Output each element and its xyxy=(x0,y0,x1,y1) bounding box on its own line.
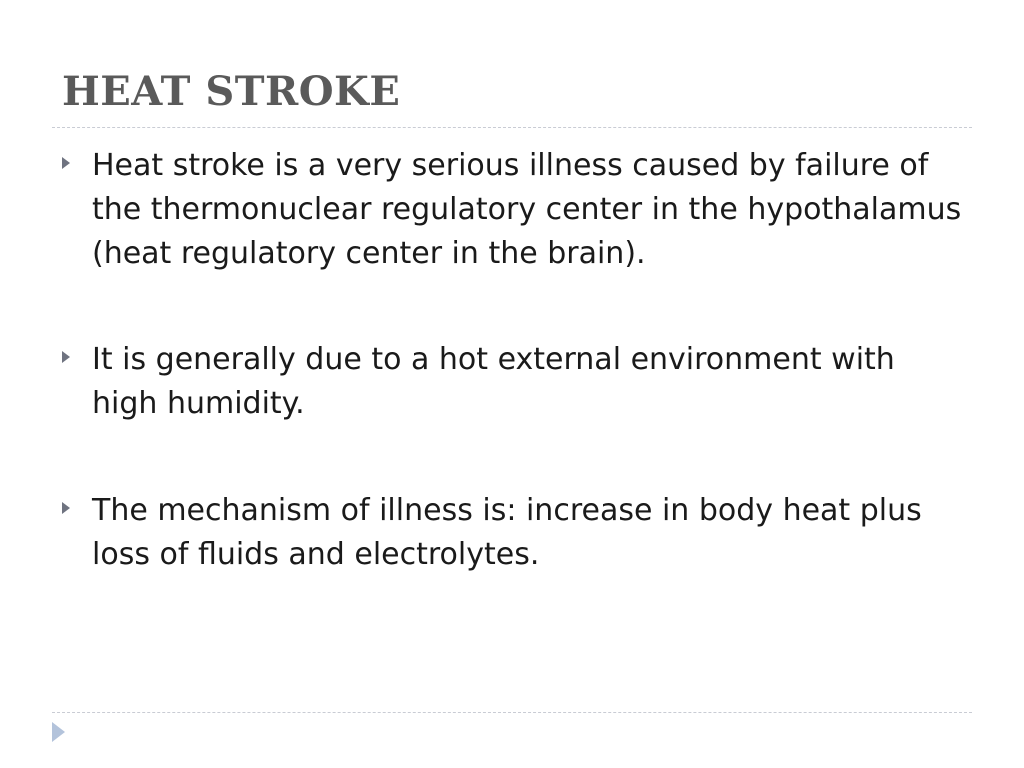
bullet-text: It is generally due to a hot external environment with high humidity. xyxy=(92,342,895,421)
triangle-bullet-icon xyxy=(62,502,70,514)
bullet-text: The mechanism of illness is: increase in body heat plus loss of fluids and electrolytes. xyxy=(92,493,922,572)
triangle-bullet-icon xyxy=(62,157,70,169)
triangle-bullet-icon xyxy=(62,351,70,363)
bullet-text: Heat stroke is a very serious illness caused by failure of the thermonuclear regulatory center in the hypothalamus (heat regulatory center in the brain). xyxy=(92,148,962,271)
title-divider xyxy=(52,127,972,128)
footer-divider xyxy=(52,712,972,713)
next-slide-arrow-icon[interactable] xyxy=(52,722,65,742)
slide-title: HEAT STROKE xyxy=(62,68,401,115)
